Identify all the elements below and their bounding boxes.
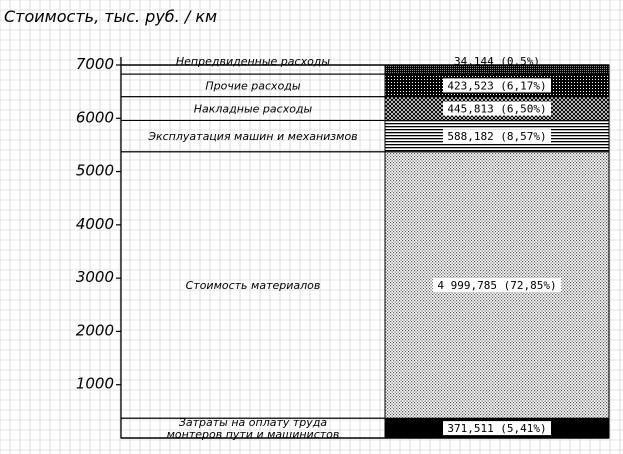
category-label: Стоимость материалов — [185, 278, 321, 292]
category-label: монтеров пути и машинистов — [166, 428, 340, 442]
y-tick-label: 5000 — [75, 161, 114, 180]
category-label: Непредвиденные расходы — [175, 55, 331, 68]
y-tick-label: 2000 — [75, 321, 114, 340]
y-tick-label: 3000 — [75, 268, 114, 287]
category-label: Эксплуатация машин и механизмов — [148, 130, 358, 144]
y-axis — [76, 55, 121, 438]
value-label: 423,523 (6,17%) — [447, 79, 547, 93]
value-label: 371,511 (5,41%) — [447, 422, 547, 436]
category-label: Прочие расходы — [205, 79, 301, 93]
category-label: Затраты на оплату труда — [178, 416, 328, 430]
y-tick-label: 7000 — [75, 55, 114, 73]
y-tick-label: 1000 — [75, 374, 114, 393]
chart-title: Стоимость, тыс. руб. / км — [4, 7, 218, 26]
y-tick-label: 4000 — [75, 214, 114, 233]
category-label: Накладные расходы — [193, 102, 313, 116]
bar-segments — [121, 55, 609, 441]
value-label: 4 999,785 (72,85%) — [437, 278, 557, 292]
y-tick-label: 6000 — [75, 108, 114, 127]
value-label: 34,144 (0,5%) — [453, 55, 541, 68]
value-label: 445,813 (6,50%) — [447, 102, 547, 116]
value-label: 588,182 (8,57%) — [447, 130, 547, 144]
